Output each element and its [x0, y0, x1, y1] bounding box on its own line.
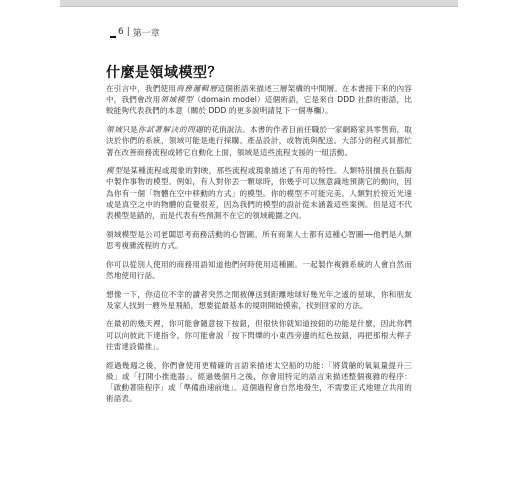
- paragraph-model: [106, 165, 412, 221]
- text-run: 只是: [122, 125, 138, 135]
- emphasized-term: 你試著解決的問題: [137, 125, 204, 135]
- paragraph-jargon: [106, 259, 412, 281]
- text-run: 想像一下，你這位不幸的讀者突然之間被傳送到距離地球好幾光年之遙的星球，你和朋友及家人找到一艘外星飛船，想要從最基本的規則開始摸索，找到回家的方法。: [106, 289, 412, 310]
- section-title: 什麼是領域模型？: [106, 65, 222, 81]
- text-run: 是某種流程或現象的對映，那些流程或現象描述了有用的特性。人類特別擅長在腦海中製作事物的模型。例如，有人對你丟一顆球時，你幾乎可以無意識地預測它的動向，因為你有一個「物體在空中移動的方式」的模型。你的模型不可能完美。人類對於接近光速或是真空之中的物體的直覺很差，因為我們的模型的設計從未涵蓋這些案例。但是這不代表模型是錯的，而是代表有些預測不在它的領域範圍之內。: [106, 166, 412, 221]
- text-run: 經過幾週之後，你們會使用更精確的言語來描述太空船的功能：「將貨艙的氧氣量提升三級」或「打開小推進器」。經過幾個月之後，你會用特定的語言來描述整個複雜的程序：「啟動著陸程序」或「準備曲速前進」。這個過程會自然地發生，不需要正式地建立共用的術語表。: [106, 360, 412, 404]
- paragraph-domain-model: [106, 229, 412, 251]
- paragraph-intro: [106, 83, 412, 117]
- text-run: 的花俏說法。本書的作者目前任職於一家網路家具零售商，取決於你們的系統，領域可能是進行採購、產品設計，或物流與配送。大部分的程式員都忙著在改善商務流程或將它自動化上面，領域是這些流程支援的一組活動。: [106, 125, 412, 157]
- top-edge-bar: [60, 0, 458, 7]
- paragraph-domain: [106, 124, 412, 158]
- header-mark: [110, 36, 116, 38]
- emphasized-term: 領域模型: [160, 95, 194, 105]
- text-run: 在最初的幾天裡，你可能會隨意按下按鈕，但很快你就知道按鈕的功能是什麼，因此你們可以向彼此下達指令。你可能會說「按下閃爍的小東西旁邊的紅色按鈕，再把那根大桿子往雷達設備推」。: [106, 319, 412, 351]
- text-run: 這個術語來描述三層架構的中間層。在本書接下來的內容中，我們會改用: [106, 84, 412, 105]
- emphasized-term: 領域: [106, 125, 123, 135]
- body-text: [106, 83, 412, 412]
- text-run: 在引言中，我們使用: [106, 84, 177, 93]
- page-header: [110, 24, 160, 40]
- paragraph-weeks-later: [106, 360, 412, 405]
- paragraph-imagine: [106, 289, 412, 311]
- text-run: 你可以從別人使用的商務用語知道他們何時使用這種圖。一起製作複雜系統的人會自然而然地使用行話。: [106, 259, 412, 280]
- page-number: 6: [118, 27, 124, 37]
- header-separator: |: [126, 27, 130, 37]
- paragraph-first-days: [106, 318, 412, 352]
- emphasized-term: 商務邏輯層: [176, 84, 218, 93]
- chapter-label: 第一章: [132, 28, 160, 39]
- text-run: （domain model）這個術語，它是來自 DDD 社群的術語，比較能夠代表我們的本意（關於 DDD 的更多說明請見下一個專欄）。: [106, 95, 412, 116]
- emphasized-term: 模型: [106, 166, 123, 176]
- text-run: 領域模型是公司老闆思考商務活動的心智圖。所有商業人士都有這種心智圖──他們是人類思考複雜流程的方式。: [106, 229, 412, 250]
